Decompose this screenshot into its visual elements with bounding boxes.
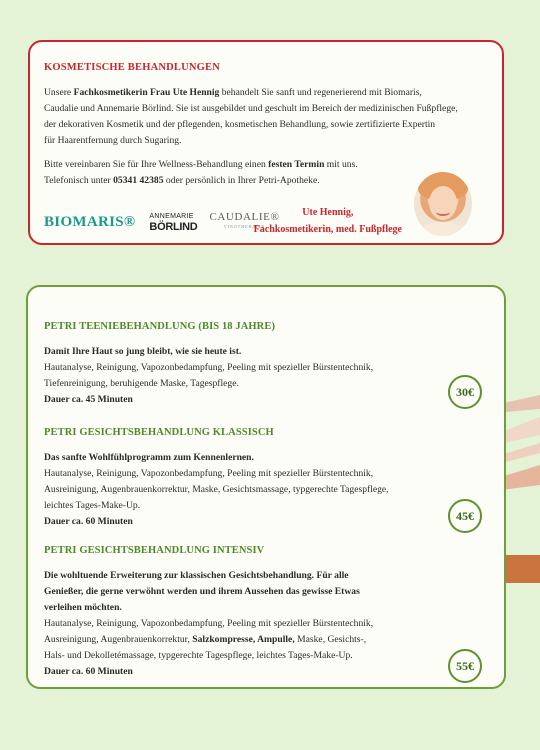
treatment-section: [44, 427, 490, 545]
treatment-line: Ausreinigung, Augenbrauenkorrektur,: [44, 634, 193, 645]
caudalie-logo-text: CAUDALIE®: [209, 211, 280, 223]
treatments-card: [26, 285, 506, 689]
treatment-description: [44, 450, 490, 530]
treatment-title: PETRI GESICHTSBEHANDLUNG INTENSIV: [44, 545, 265, 556]
borlind-logo-top: ANNEMARIE: [149, 213, 194, 220]
borlind-logo-bottom: BÖRLIND: [149, 221, 198, 233]
cosmetic-treatments-card: [28, 40, 504, 245]
treatment-duration: Dauer ca. 45 Minuten: [44, 394, 133, 405]
treatment-duration: Dauer ca. 60 Minuten: [44, 666, 133, 677]
price-badge: 45€: [448, 499, 482, 533]
phone-number: 05341 42385: [113, 175, 164, 186]
treatment-line: Ausreinigung, Augenbrauenkorrektur, Maske, Gesichtsmassage, typgerechte Tagespflege,: [44, 484, 389, 495]
treatment-intro: Das sanfte Wohlfühlprogramm zum Kennenlernen.: [44, 452, 254, 463]
treatment-intro: verleihen möchten.: [44, 602, 122, 613]
treatment-section: [44, 321, 490, 427]
phone-text: Telefonisch unter: [44, 175, 114, 186]
signature-name: Ute Hennig,: [302, 207, 354, 218]
intro-text: für Haarentfernung durch Sugaring.: [44, 135, 182, 146]
price-badge: 55€: [448, 649, 482, 683]
treatment-duration: Dauer ca. 60 Minuten: [44, 516, 133, 527]
appointment-emphasis: festen Termin: [268, 159, 325, 170]
price-badge: 30€: [448, 375, 482, 409]
intro-text: behandelt Sie sanft und regenerierend mit Biomaris,: [219, 87, 422, 98]
intro-text: Unsere: [44, 87, 74, 98]
signature-role: Fachkosmetikerin, med. Fußpflege: [253, 224, 402, 235]
treatment-title: PETRI GESICHTSBEHANDLUNG KLASSISCH: [44, 427, 274, 438]
treatment-line: Hals- und Dekolletémassage, typgerechte Tagespflege, leichtes Tages-Make-Up.: [44, 650, 353, 661]
treatment-line-emphasis: Salzkompresse, Ampulle,: [192, 634, 295, 645]
borlind-logo: [149, 212, 197, 232]
treatment-description: [44, 344, 490, 408]
treatment-line: Hautanalyse, Reinigung, Vapozonbedampfung, Peeling mit spezieller Bürstentechnik,: [44, 362, 374, 373]
appointment-text: Bitte vereinbaren Sie für Ihre Wellness-Behandlung einen: [44, 159, 269, 170]
treatment-line: Tiefenreinigung, beruhigende Maske, Tagespflege.: [44, 378, 239, 389]
signature: [254, 204, 402, 238]
treatment-line: Hautanalyse, Reinigung, Vapozonbedampfung, Peeling mit spezieller Bürstentechnik,: [44, 468, 374, 479]
appointment-text: mit uns.: [324, 159, 358, 170]
treatment-title: PETRI TEENIEBEHANDLUNG (BIS 18 JAHRE): [44, 321, 276, 332]
treatment-section: [44, 545, 490, 675]
treatment-line: leichtes Tages-Make-Up.: [44, 500, 141, 511]
intro-text: der dekorativen Kosmetik und der pflegenden, kosmetischen Behandlung, sowie zertifizierte Expertin: [44, 119, 436, 130]
treatment-line: Maske, Gesichts-,: [294, 634, 367, 645]
brand-logos: [44, 207, 279, 237]
treatment-line: Hautanalyse, Reinigung, Vapozonbedampfung, Peeling mit spezieller Bürstentechnik,: [44, 618, 374, 629]
treatment-intro: Damit Ihre Haut so jung bleibt, wie sie heute ist.: [44, 346, 242, 357]
phone-text: oder persönlich in Ihrer Petri-Apotheke.: [163, 175, 320, 186]
intro-paragraph: [44, 85, 488, 149]
treatment-intro: Genießer, die gerne verwöhnt werden und ihrem Aussehen das gewisse Etwas: [44, 586, 360, 597]
caudalie-logo-sub: VINOTHERAPIE: [223, 224, 266, 229]
treatment-description: [44, 568, 490, 680]
cosmetic-heading: KOSMETISCHE BEHANDLUNGEN: [44, 62, 221, 73]
biomaris-logo: BIOMARIS®: [44, 213, 136, 230]
cosmetician-name: Fachkosmetikerin Frau Ute Hennig: [73, 87, 220, 98]
intro-text: Caudalie und Annemarie Börlind. Sie ist ausgebildet und geschult im Bereich der medizinischen Fußpflege,: [44, 103, 458, 114]
portrait-photo: [414, 172, 472, 236]
treatment-intro: Die wohltuende Erweiterung zur klassischen Gesichtsbehandlung. Für alle: [44, 570, 349, 581]
